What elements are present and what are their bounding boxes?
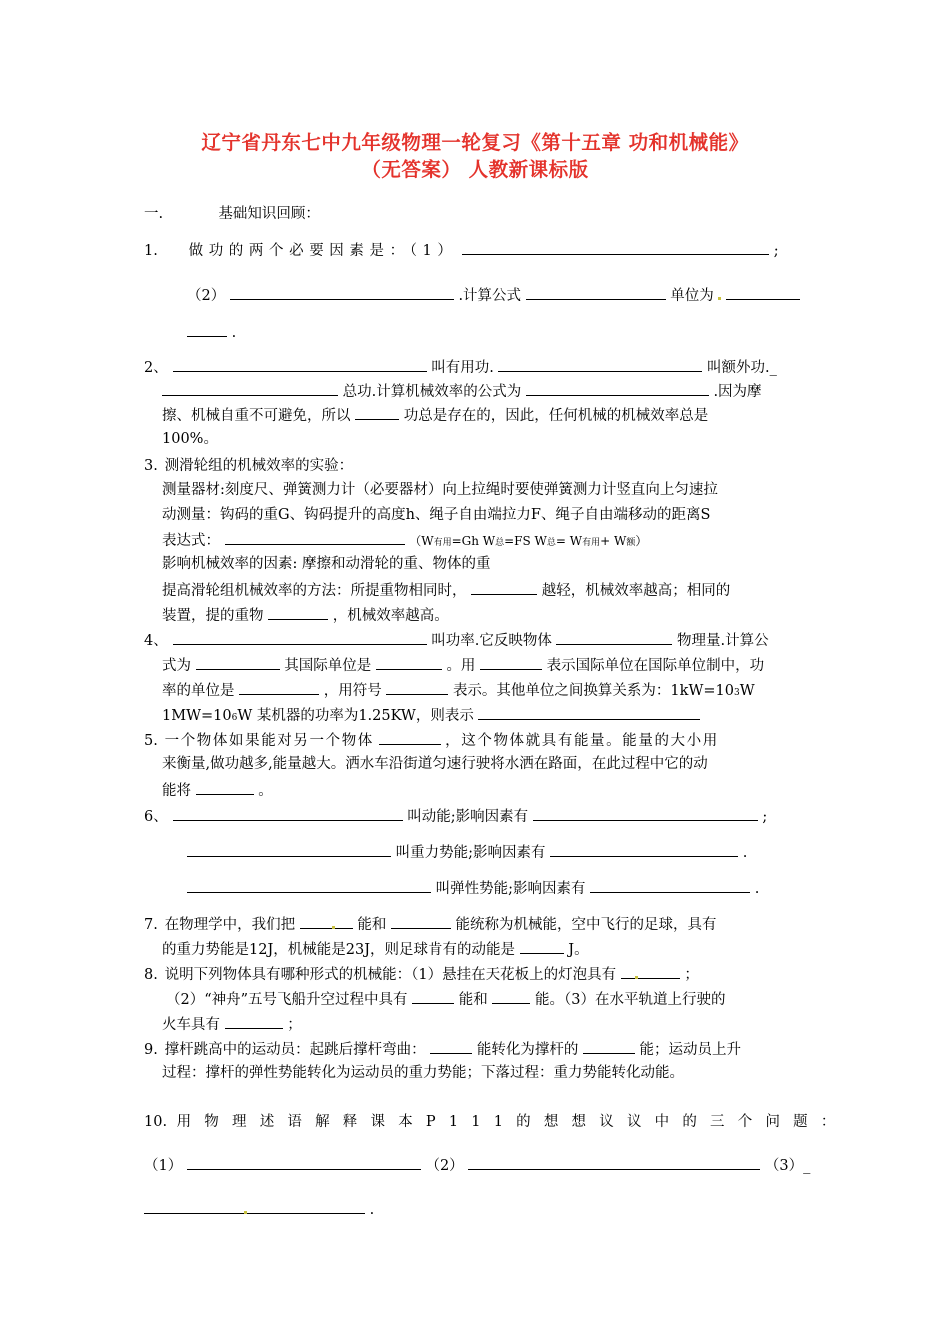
q4-blank-3[interactable] [196, 655, 280, 670]
q1-text-c: .计算公式 [458, 288, 522, 304]
q8-blank-3[interactable] [492, 989, 530, 1004]
q6-blank-2[interactable] [533, 806, 758, 821]
q1-blank-2[interactable] [230, 285, 454, 300]
q6-line1 [144, 806, 767, 826]
q4-text-i: 表示。其他单位之间换算关系为：1kW=103W [452, 683, 755, 699]
q3-text-g: 提高滑轮组机械效率的方法：所提重物相同时， [162, 583, 467, 599]
q3-line2 [162, 481, 718, 499]
q9-blank-2[interactable] [583, 1039, 635, 1054]
q8-punct-1: ； [684, 967, 699, 983]
q3-line5 [162, 555, 491, 573]
q2-blank-5[interactable] [355, 405, 399, 420]
q3-text-j: ，机械效率越高。 [332, 608, 449, 624]
q8-blank-4[interactable] [225, 1014, 283, 1029]
q9-text-a: 撑杆跳高中的运动员：起跳后撑杆弯曲： [164, 1042, 426, 1058]
q2-line4 [162, 430, 218, 448]
q2-text-g: 100%。 [162, 431, 218, 447]
q9-line2 [162, 1064, 684, 1082]
q3-text-b: 测量器材:刻度尺、弹簧测力计（必要器材）向上拉绳时要使弹簧测力计竖直向上匀速拉 [162, 482, 718, 498]
q4-text-b: 物理量.计算公 [677, 633, 769, 649]
q8-line1 [144, 964, 699, 984]
q6-blank-1[interactable] [173, 806, 403, 821]
q1-blank-4[interactable] [726, 285, 800, 300]
q8-text-d: 能。（3）在水平轨道上行驶的 [535, 992, 726, 1008]
q6-punct-3: . [754, 881, 760, 897]
q10-blank-3[interactable] [144, 1199, 244, 1214]
q1-blank-1[interactable] [462, 240, 769, 255]
q8-text-c: 能和 [458, 992, 488, 1008]
q9-text-b: 能转化为撑杆的 [476, 1042, 579, 1058]
q10-text-b1: （1） [144, 1158, 183, 1174]
q4-number: 4、 [144, 633, 168, 649]
q9-text-c: 能；运动员上升 [639, 1042, 742, 1058]
q1-line2 [187, 285, 800, 305]
q7-text-e: J。 [568, 942, 589, 958]
q1-blank-3[interactable] [526, 285, 666, 300]
q7-blank-2[interactable] [391, 914, 451, 929]
q10-line3 [144, 1199, 374, 1219]
q6-punct-2: . [742, 845, 748, 861]
q10-line1 [144, 1113, 849, 1131]
q7-line2 [162, 939, 589, 959]
q6-text-b: 叫重力势能;影响因素有 [395, 845, 546, 861]
q2-blank-4[interactable] [526, 381, 709, 396]
q1-text-e: . [231, 325, 237, 341]
q8-blank-1[interactable] [621, 964, 635, 979]
section-label: 基础知识回顾： [218, 206, 320, 222]
q7-text-c: 能统称为机械能，空中飞行的足球，具有 [455, 917, 717, 933]
q1-line1 [144, 240, 806, 260]
q5-line2 [162, 755, 708, 773]
q3-line1 [144, 457, 353, 475]
q2-blank-1[interactable] [173, 357, 427, 372]
q8-punct-2: ； [287, 1017, 302, 1033]
q8-text-a: 说明下列物体具有哪种形式的机械能：（1）悬挂在天花板上的灯泡具有 [164, 967, 617, 983]
q6-text-a: 叫动能;影响因素有 [407, 809, 529, 825]
q4-blank-1[interactable] [173, 630, 427, 645]
q2-text-e: 擦、机械自重不可避免，所以 [162, 408, 351, 424]
q1-line3 [187, 322, 236, 342]
q4-blank-6[interactable] [239, 680, 319, 695]
q7-line1 [144, 914, 717, 934]
q10-text-b3: （3）_ [764, 1158, 811, 1174]
q4-line1 [144, 630, 769, 650]
q3-text-h: 越轻，机械效率越高；相同的 [541, 583, 731, 599]
q4-line4 [162, 705, 700, 727]
q8-text-b: （2）“神舟”五号飞船升空过程中具有 [166, 992, 408, 1008]
section-heading [144, 205, 320, 223]
q1-punct: ; [773, 243, 779, 259]
document-title-line1: 辽宁省丹东七中九年级物理一轮复习《第十五章 功和机械能》 [201, 131, 749, 154]
q2-text-c: 总功.计算机械效率的公式为 [342, 384, 522, 400]
q7-text-d: 的重力势能是12J，机械能是23J，则足球肯有的动能是 [162, 942, 516, 958]
q2-number: 2、 [144, 360, 168, 376]
q2-blank-2[interactable] [498, 357, 702, 372]
q3-text-e: 影响机械效率的因素: 摩擦和动滑轮的重、物体的重 [162, 556, 491, 572]
q3-line7 [162, 605, 449, 625]
q5-text-e: 。 [258, 783, 273, 799]
q4-line2 [162, 655, 764, 675]
q8-number: 8. [144, 967, 158, 983]
q1-number: 1. [144, 243, 158, 259]
q8-blank-2[interactable] [412, 989, 454, 1004]
q9-line1 [144, 1039, 741, 1059]
q10-text-a: 用物理述语解释课本P111的想想议议中的三个问题： [176, 1114, 849, 1130]
q7-blank-1b[interactable] [335, 914, 353, 929]
q10-blank-1[interactable] [187, 1155, 421, 1170]
q7-blank-3[interactable] [520, 939, 564, 954]
q4-blank-2[interactable] [556, 630, 672, 645]
q9-number: 9. [144, 1042, 158, 1058]
q4-text-h: ，用符号 [323, 683, 382, 699]
q6-line2 [187, 842, 747, 862]
q3-text-a: 测滑轮组的机械效率的实验： [164, 458, 354, 474]
q6-punct-1: ; [762, 809, 768, 825]
q5-text-c: 来衡量,做功越多,能量越大。洒水车沿街道匀速行驶将水洒在路面，在此过程中它的动 [162, 756, 708, 772]
q4-blank-8[interactable] [478, 705, 700, 720]
q1-blank-4b[interactable] [187, 322, 227, 337]
q2-line2 [162, 381, 762, 401]
q2-line3 [162, 405, 708, 425]
speck-mark [718, 297, 721, 300]
q6-blank-6[interactable] [590, 878, 750, 893]
q7-blank-1[interactable] [300, 914, 332, 929]
q4-text-f: 表示国际单位在国际单位制中，功 [546, 658, 765, 674]
q10-text-c: . [369, 1202, 375, 1218]
q8-text-e: 火车具有 [162, 1017, 220, 1033]
q6-blank-5[interactable] [187, 878, 431, 893]
q5-number: 5. [144, 733, 158, 749]
q5-blank-1[interactable] [379, 730, 441, 745]
q4-blank-4[interactable] [376, 655, 442, 670]
q4-text-j: 1MW=106W 某机器的功率为1.25KW，则表示 [162, 708, 474, 724]
q2-text-b: 叫额外功._ [707, 360, 777, 376]
q3-number: 3. [144, 458, 158, 474]
q3-blank-1[interactable] [471, 580, 537, 595]
q2-text-f: 功总是存在的，因此，任何机械的机械效率总是 [403, 408, 709, 424]
q8-blank-1b[interactable] [638, 964, 680, 979]
q3-formulas: （W有用=Gh W总=FS W总= W有用+ W额） [409, 534, 648, 548]
q5-text-b: ，这个物体就具有能量。能量的大小用 [445, 733, 719, 749]
q3-text-c: 动测量：钩码的重G、钩码提升的高度h、绳子自由端拉力F、绳子自由端移动的距离S [162, 507, 711, 523]
q1-text-d: 单位为 [670, 288, 714, 304]
q5-blank-2[interactable] [196, 780, 254, 795]
q1-text-b: （2） [187, 288, 226, 304]
q6-line3 [187, 878, 759, 898]
q6-blank-4[interactable] [550, 842, 738, 857]
q5-line1 [144, 730, 806, 750]
q7-text-a: 在物理学中，我们把 [164, 917, 296, 933]
q10-text-b2: （2） [425, 1158, 464, 1174]
q5-text-d: 能将 [162, 783, 191, 799]
q10-blank-2[interactable] [468, 1155, 760, 1170]
q9-blank-1[interactable] [430, 1039, 472, 1054]
q9-text-d: 过程：撑杆的弹性势能转化为运动员的重力势能；下落过程：重力势能转化动能。 [162, 1065, 684, 1081]
q8-line2 [166, 989, 725, 1009]
q4-text-g: 率的单位是 [162, 683, 235, 699]
q6-number: 6、 [144, 809, 168, 825]
q5-text-a: 一个物体如果能对另一个物体 [164, 733, 374, 749]
q3-text-i: 装置，提的重物 [162, 608, 264, 624]
q4-blank-7[interactable] [386, 680, 448, 695]
q4-text-c: 式为 [162, 658, 191, 674]
q5-line3 [162, 780, 273, 800]
q7-number: 7. [144, 917, 158, 933]
q3-line4 [162, 530, 647, 552]
q3-text-d: 表达式： [162, 533, 220, 549]
q3-line6 [162, 580, 730, 600]
q10-line2 [144, 1155, 810, 1175]
q8-line3 [162, 1014, 302, 1034]
q2-text-d: .因为摩 [713, 384, 762, 400]
q2-blank-3[interactable] [162, 381, 338, 396]
q4-line3 [162, 680, 755, 702]
q3-line3 [162, 506, 710, 524]
q4-text-e: 。用 [446, 658, 476, 674]
q3-blank-2[interactable] [268, 605, 328, 620]
q10-number: 10. [144, 1114, 168, 1130]
q2-line1 [144, 357, 777, 377]
q6-blank-3[interactable] [187, 842, 391, 857]
q7-text-b: 能和 [357, 917, 387, 933]
q4-text-a: 叫功率.它反映物体 [431, 633, 552, 649]
q4-text-d: 其国际单位是 [284, 658, 372, 674]
document-title-line2: （无答案） 人教新课标版 [361, 158, 589, 181]
q2-text-a: 叫有用功. [431, 360, 494, 376]
q4-blank-5[interactable] [480, 655, 542, 670]
q1-text-a: 做功的两个必要因素是：（1） [188, 243, 458, 259]
q6-text-c: 叫弹性势能;影响因素有 [435, 881, 586, 897]
q10-blank-3b[interactable] [247, 1199, 365, 1214]
q3-blank-formula[interactable] [225, 530, 405, 545]
section-number: 一. [144, 206, 164, 222]
